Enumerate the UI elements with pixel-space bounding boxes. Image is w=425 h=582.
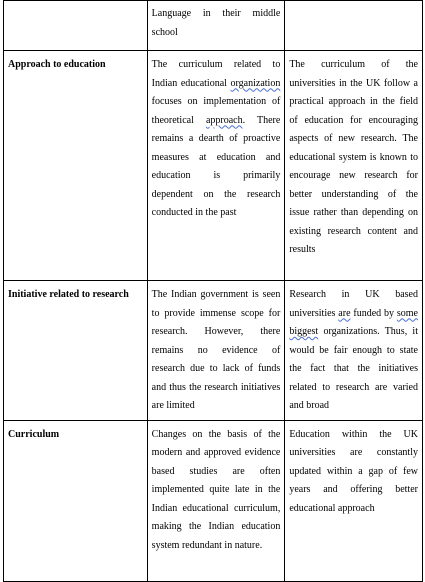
row-label: Initiative related to research	[4, 281, 148, 421]
text-segment: focuses on implementation of theoretical	[151, 96, 281, 126]
spelling-flagged-word[interactable]: some biggest	[289, 307, 418, 337]
table-row	[4, 420, 423, 581]
uk-cell: Education within the UK universities are constantly updated within a gap of few years and offering better educational approach	[285, 420, 423, 581]
spelling-flagged-word[interactable]: are	[338, 307, 351, 319]
indian-cell: The Indian government is seen to provide immense scope for research. However, there remains no evidence of research due to lack of funds and thus the research initiatives are limited	[147, 281, 285, 421]
row-label: Approach to education	[4, 51, 148, 281]
table-row	[4, 1, 423, 51]
text-segment: Research in UK based universities	[289, 289, 418, 319]
uk-cell	[285, 281, 423, 421]
indian-cell	[147, 51, 285, 281]
indian-cell: Changes on the basis of the modern and approved evidence based studies are often implemented quite late in the Indian educational curriculum, making the Indian education system redundant in nature.	[147, 420, 285, 581]
text-segment: The curriculum related to Indian educational	[151, 59, 281, 89]
uk-cell: The curriculum of the universities in the UK follow a practical approach in the field of education for encouraging aspects of new research. The educational system is known to encourage new research for better understanding of the issue rather than depending on existing research content and results	[285, 51, 423, 281]
indian-cell: Language in their middle school	[147, 1, 285, 51]
spelling-flagged-word[interactable]: organization	[230, 77, 281, 89]
text-segment: . There remains a dearth of proactive measures at education and education is primarily dependent on the research conducted in the past	[151, 114, 281, 218]
text-segment: organizations. Thus, it would be fair enough to state the fact that the initiatives related to research are varied and broad	[289, 326, 418, 411]
text-segment: funded by	[350, 307, 397, 319]
table-row	[4, 281, 423, 421]
comparison-table	[3, 0, 423, 582]
uk-cell	[285, 1, 423, 51]
row-label: Curriculum	[4, 420, 148, 581]
spelling-flagged-word[interactable]: approach	[205, 114, 243, 126]
row-label	[4, 1, 148, 51]
table-row	[4, 51, 423, 281]
